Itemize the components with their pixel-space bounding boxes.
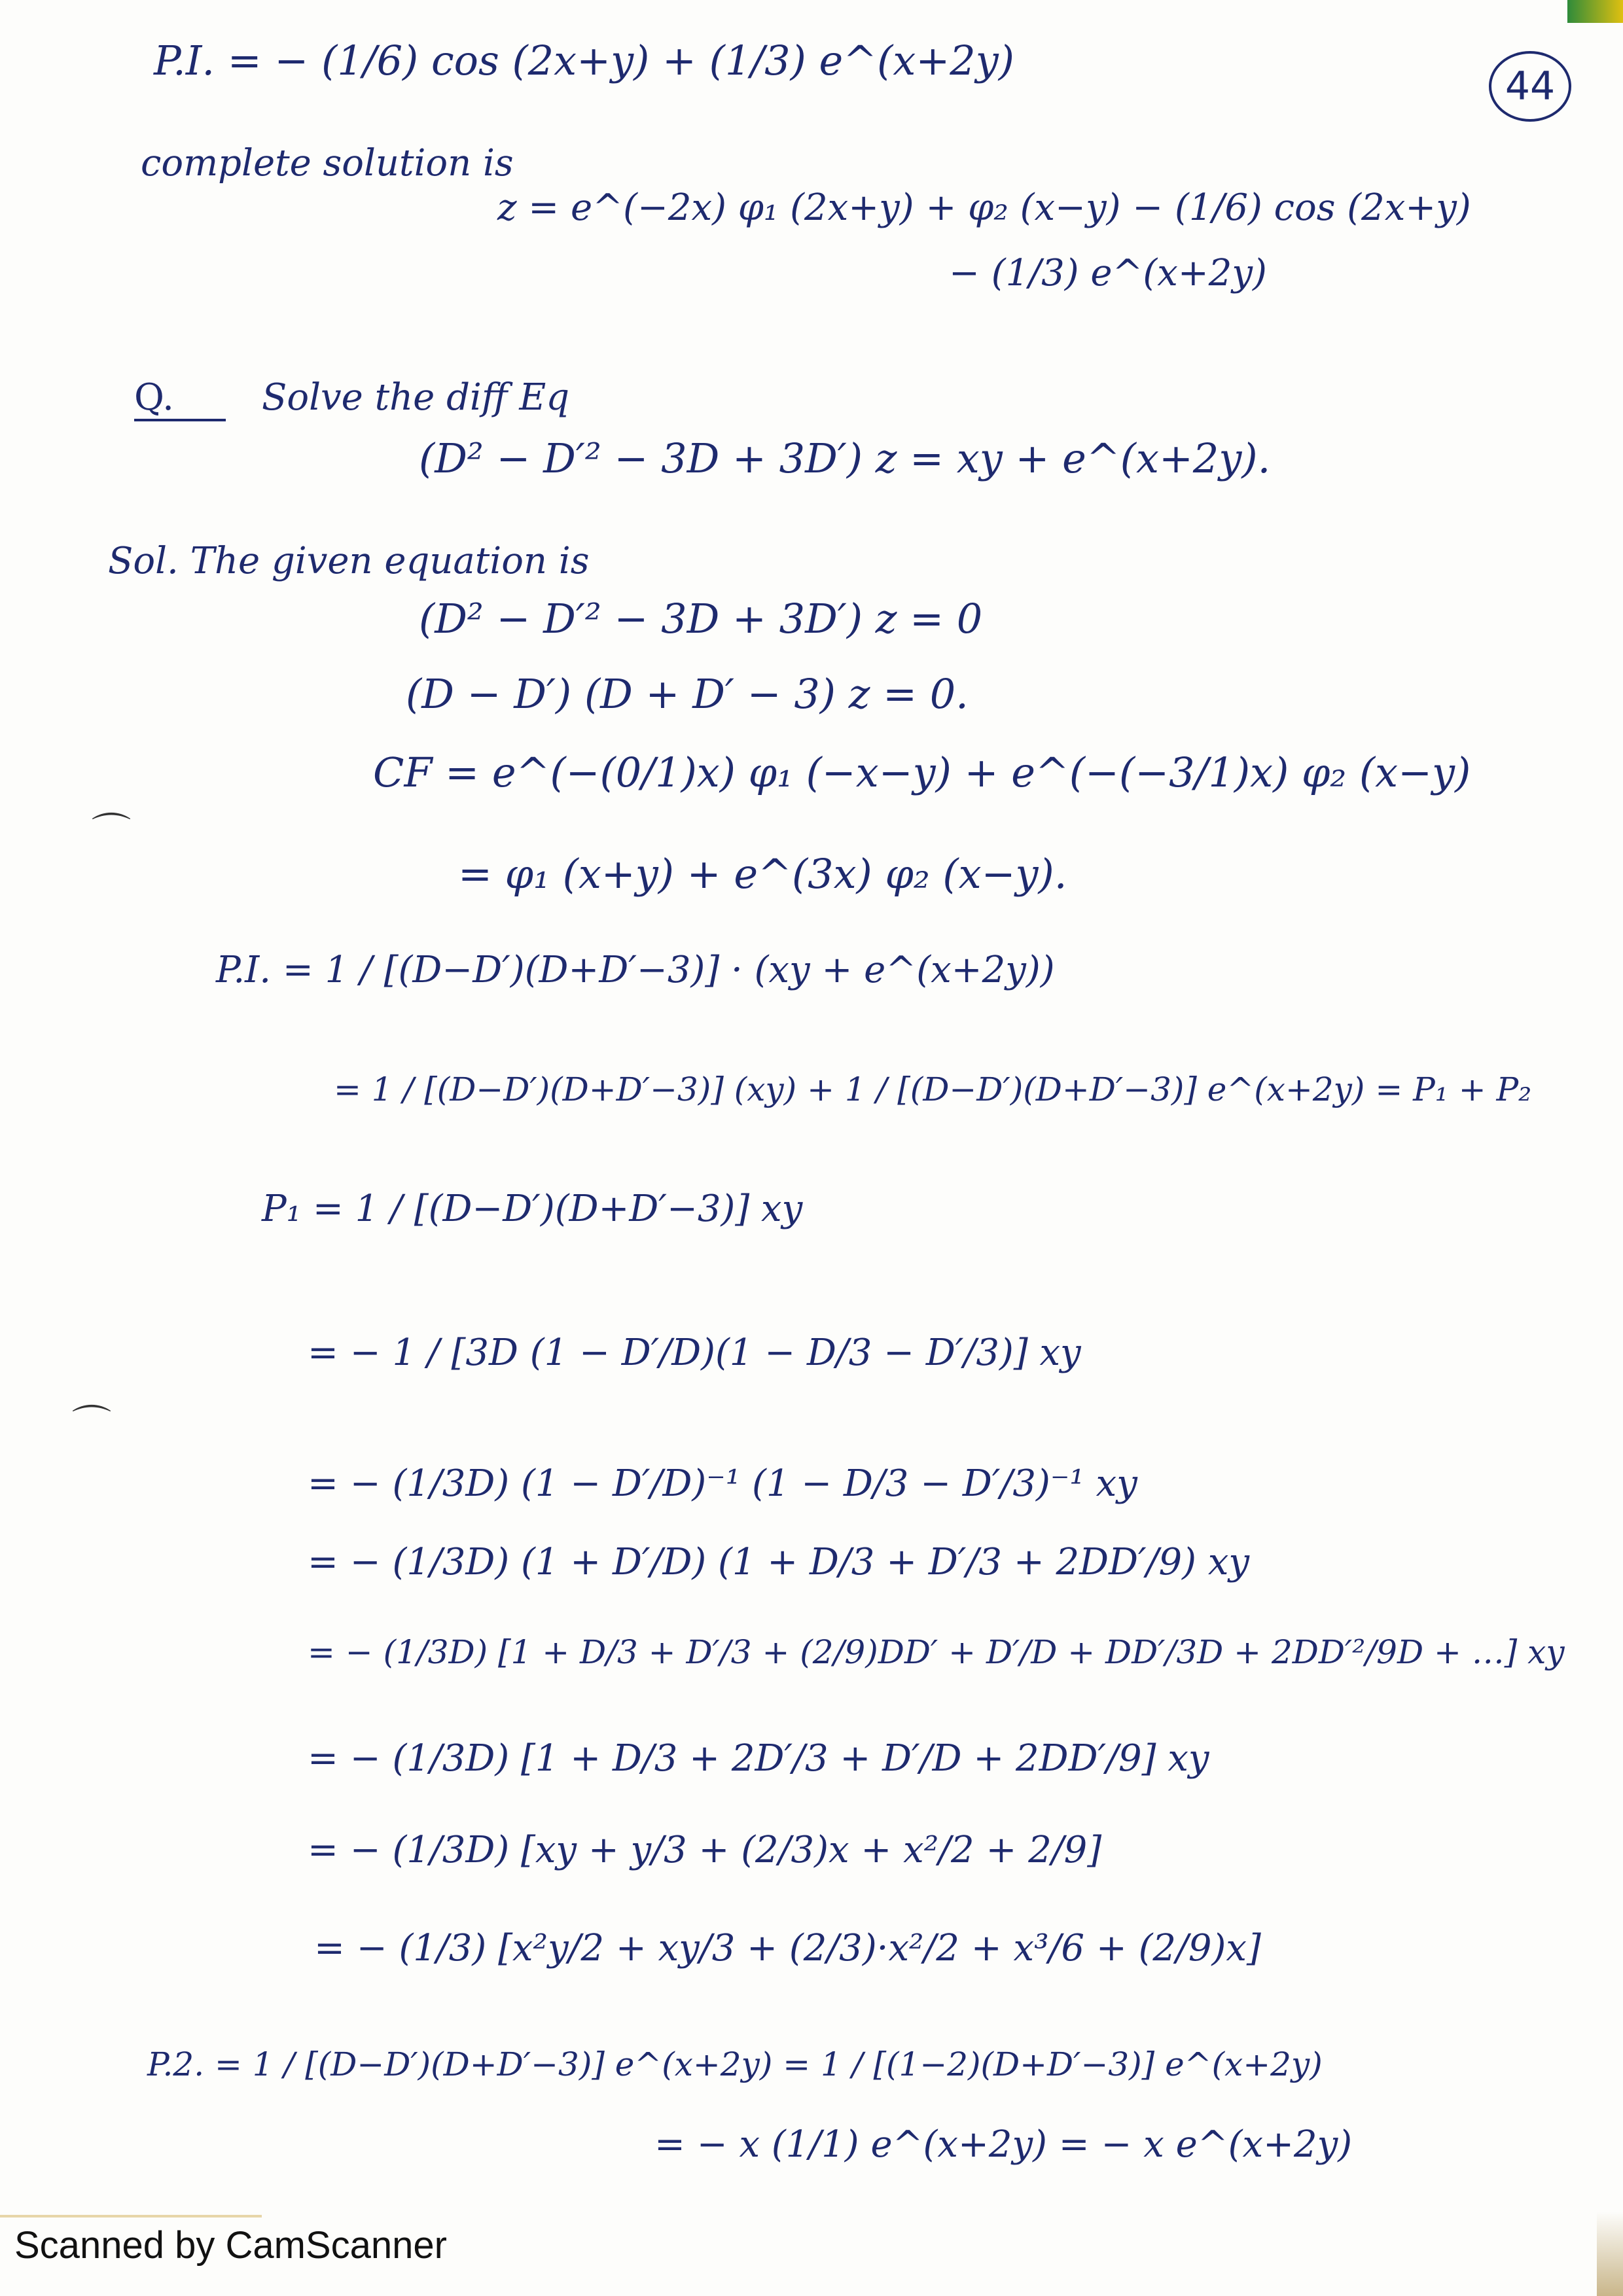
scan-mark-2: ⌒: [72, 1402, 111, 1448]
p1-step3: = − (1/3D) (1 + D′/D) (1 + D/3 + D′/3 + 2DD′/9) xy: [308, 1541, 1250, 1583]
scan-mark: ⌒: [92, 810, 131, 856]
cf-line2: = φ₁ (x+y) + e^(3x) φ₂ (x−y).: [458, 850, 1067, 898]
pi-split: = 1 / [(D−D′)(D+D′−3)] (xy) + 1 / [(D−D′)(D+D′−3)] e^(x+2y) = P₁ + P₂: [334, 1070, 1532, 1108]
factored-equation: (D − D′) (D + D′ − 3) z = 0.: [406, 670, 969, 718]
p2-definition: P.2. = 1 / [(D−D′)(D+D′−3)] e^(x+2y) = 1 / [(1−2)(D+D′−3)] e^(x+2y): [147, 2045, 1323, 2083]
solution-intro: Sol. The given equation is: [108, 540, 590, 582]
pi-result-line: P.I. = − (1/6) cos (2x+y) + (1/3) e^(x+2y): [154, 37, 1014, 84]
corner-sticker: [1567, 0, 1623, 23]
cf-line1: CF = e^(−(0/1)x) φ₁ (−x−y) + e^(−(−3/1)x) φ₂ (x−y): [373, 749, 1471, 796]
p1-definition: P₁ = 1 / [(D−D′)(D+D′−3)] xy: [262, 1188, 803, 1230]
complete-solution-line2: − (1/3) e^(x+2y): [949, 252, 1267, 294]
p1-step4: = − (1/3D) [1 + D/3 + D′/3 + (2/9)DD′ + D′/D + DD′/3D + 2DD′²/9D + …] xy: [308, 1633, 1565, 1671]
complete-solution-line1: z = e^(−2x) φ₁ (2x+y) + φ₂ (x−y) − (1/6) cos (2x+y): [497, 186, 1471, 229]
scan-edge: [1597, 2212, 1623, 2296]
p1-step2: = − (1/3D) (1 − D′/D)⁻¹ (1 − D/3 − D′/3)⁻¹ xy: [308, 1462, 1137, 1505]
scan-shadow: [0, 2215, 262, 2217]
p1-result: = − (1/3) [x²y/2 + xy/3 + (2/3)·x²/2 + x³/6 + (2/9)x]: [314, 1927, 1261, 1969]
question-underline: [134, 419, 226, 421]
pi-definition: P.I. = 1 / [(D−D′)(D+D′−3)] · (xy + e^(x+2y)): [216, 949, 1055, 991]
p1-step6: = − (1/3D) [xy + y/3 + (2/3)x + x²/2 + 2/9]: [308, 1829, 1102, 1871]
question-text: Solve the diff Eq: [262, 376, 570, 419]
p1-step5: = − (1/3D) [1 + D/3 + 2D′/3 + D′/D + 2DD′/9] xy: [308, 1737, 1209, 1780]
homogeneous-equation: (D² − D′² − 3D + 3D′) z = 0: [419, 595, 983, 643]
page-number: 44: [1489, 51, 1571, 122]
complete-solution-label: complete solution is: [141, 142, 514, 185]
question-number: Q.: [134, 376, 174, 419]
scanner-watermark: Scanned by CamScanner: [14, 2224, 447, 2267]
p1-step1: = − 1 / [3D (1 − D′/D)(1 − D/3 − D′/3)] xy: [308, 1332, 1081, 1374]
p2-result: = − x (1/1) e^(x+2y) = − x e^(x+2y): [654, 2123, 1353, 2166]
given-equation: (D² − D′² − 3D + 3D′) z = xy + e^(x+2y).: [419, 434, 1271, 482]
